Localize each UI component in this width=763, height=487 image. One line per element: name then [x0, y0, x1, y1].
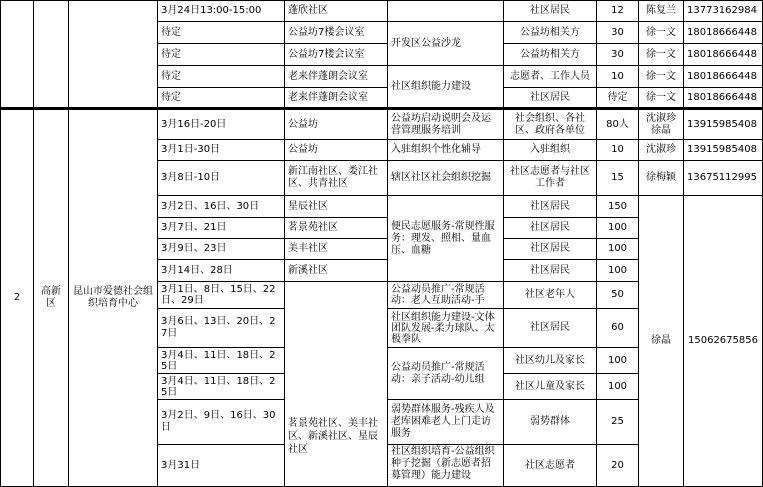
top-activity-salon: 开发区公益沙龙	[388, 22, 504, 66]
row-location: 公益坊	[285, 140, 388, 161]
row-time: 3月7日、21日	[158, 218, 285, 239]
row-audience: 社区居民	[504, 309, 597, 348]
top-row-time: 待定	[158, 44, 285, 66]
top-row-audience: 志愿者、工作人员	[504, 66, 597, 88]
row-audience: 社区居民	[504, 260, 597, 282]
row-audience: 社区老年人	[504, 282, 597, 309]
top-row-location: 公益坊7楼会议室	[285, 44, 388, 66]
cell-district-top	[34, 0, 69, 108]
row-audience: 社区幼儿及家长	[504, 348, 597, 374]
row-location: 公益坊	[285, 108, 388, 140]
row-phone: 13915985408	[684, 140, 763, 161]
row-count: 100	[597, 260, 639, 282]
row-audience: 社区志愿者	[504, 445, 597, 487]
merged-contact: 徐晶	[639, 196, 684, 487]
top-row-count: 10	[597, 66, 639, 88]
row-activity: 入驻组织个性化辅导	[388, 140, 504, 161]
row-count: 100	[597, 348, 639, 374]
top-row-time: 待定	[158, 22, 285, 44]
row-activity: 辖区社区社会组织挖掘	[388, 161, 504, 196]
row-location: 星辰社区	[285, 196, 388, 218]
top-row-audience: 公益坊相关方	[504, 22, 597, 44]
top-row-count: 12	[597, 0, 639, 22]
top-row-activity-blank	[388, 0, 504, 22]
row-time: 3月4日、11日、18日、25日	[158, 348, 285, 374]
top-row-contact: 徐一文	[639, 22, 684, 44]
row-audience: 社会组织、各社区、政府各单位	[504, 108, 597, 140]
section-number: 2	[0, 108, 34, 487]
top-row-time: 待定	[158, 66, 285, 88]
row-activity: 社区组织培育-公益组织种子挖掘（新志愿者招募管理）能力建设	[388, 445, 504, 487]
row-time: 3月31日	[158, 445, 285, 487]
row-contact: 徐梅颖	[639, 161, 684, 196]
top-row-phone: 18018666448	[684, 66, 763, 88]
top-row-audience: 公益坊相关方	[504, 44, 597, 66]
row-time: 3月2日、9日、16日、30日	[158, 400, 285, 445]
row-activity: 公益坊启动说明会及运营管理服务培训	[388, 108, 504, 140]
top-row-location: 公益坊7楼会议室	[285, 22, 388, 44]
row-audience: 入驻组织	[504, 140, 597, 161]
row-audience: 社区儿童及家长	[504, 374, 597, 400]
top-row-phone: 18018666448	[684, 88, 763, 108]
row-count: 80人	[597, 108, 639, 140]
row-audience: 社区居民	[504, 239, 597, 260]
row-phone: 13675112995	[684, 161, 763, 196]
section-organization: 昆山市爱德社会组织培育中心	[69, 108, 158, 487]
row-count: 15	[597, 161, 639, 196]
row-time: 3月1日-30日	[158, 140, 285, 161]
top-row-contact: 陈复兰	[639, 0, 684, 22]
row-audience: 社区志愿者与社区工作者	[504, 161, 597, 196]
cell-no-top	[0, 0, 34, 108]
row-audience: 弱势群体	[504, 400, 597, 445]
top-row-location: 老来伴蓬朗会议室	[285, 66, 388, 88]
row-count: 100	[597, 374, 639, 400]
row-count: 25	[597, 400, 639, 445]
top-row-location: 蓬欣社区	[285, 0, 388, 22]
row-count: 50	[597, 282, 639, 309]
row-time: 3月2日、16日、30日	[158, 196, 285, 218]
top-row-location: 老来伴蓬朗会议室	[285, 88, 388, 108]
row-time: 3月16日-20日	[158, 108, 285, 140]
row-activity: 公益动员推广-常规活动：老人互助活动-手	[388, 282, 504, 309]
top-row-count: 30	[597, 22, 639, 44]
row-count: 20	[597, 445, 639, 487]
merged-phone: 15062675856	[684, 196, 763, 487]
merged-volunteer-activity: 便民志愿服务-常规性服务：理发、照相、量血压、血糖	[388, 196, 504, 282]
row-count: 60	[597, 309, 639, 348]
top-row-phone: 18018666448	[684, 44, 763, 66]
row-audience: 社区居民	[504, 196, 597, 218]
top-row-phone: 13773162984	[684, 0, 763, 22]
row-time: 3月6日、13日、20日、27日	[158, 309, 285, 348]
row-contact: 沈淑珍徐晶	[639, 108, 684, 140]
row-contact: 沈淑珍	[639, 140, 684, 161]
merged-location-group: 茗景苑社区、美丰社区、新溪社区、星辰社区	[285, 282, 388, 487]
row-time: 3月8日-10日	[158, 161, 285, 196]
row-location: 美丰社区	[285, 239, 388, 260]
merged-parent-child-activity: 公益动员推广-常规活动：亲子活动-幼儿组	[388, 348, 504, 400]
row-time: 3月4日、11日、18日、25日	[158, 374, 285, 400]
row-count: 100	[597, 218, 639, 239]
section-district: 高新区	[34, 108, 69, 487]
row-time: 3月9日、23日	[158, 239, 285, 260]
row-activity: 弱势群体服务-残疾人及老库困难老人上门走访服务	[388, 400, 504, 445]
row-time: 3月1日、8日、15日、22日、29日	[158, 282, 285, 309]
row-time: 3月14日、28日	[158, 260, 285, 282]
row-count: 10	[597, 140, 639, 161]
top-row-phone: 18018666448	[684, 22, 763, 44]
row-audience: 社区居民	[504, 218, 597, 239]
top-row-audience: 社区居民	[504, 88, 597, 108]
top-row-time: 3月24日13:00-15:00	[158, 0, 285, 22]
top-row-count: 30	[597, 44, 639, 66]
top-activity-capacity: 社区组织能力建设	[388, 66, 504, 108]
top-row-contact: 徐一文	[639, 44, 684, 66]
row-location: 新溪社区	[285, 260, 388, 282]
cell-org-top	[69, 0, 158, 108]
top-row-contact: 徐一文	[639, 66, 684, 88]
row-location: 新江南社区、娄江社区、共青社区	[285, 161, 388, 196]
top-row-audience: 社区居民	[504, 0, 597, 22]
row-activity: 社区组织能力建设-文体团队发展-柔力球队、太极拳队	[388, 309, 504, 348]
top-row-time: 待定	[158, 88, 285, 108]
row-count: 150	[597, 196, 639, 218]
row-location: 茗景苑社区	[285, 218, 388, 239]
row-phone: 13915985408	[684, 108, 763, 140]
top-row-contact: 徐一文	[639, 88, 684, 108]
row-count: 100	[597, 239, 639, 260]
top-row-count: 待定	[597, 88, 639, 108]
